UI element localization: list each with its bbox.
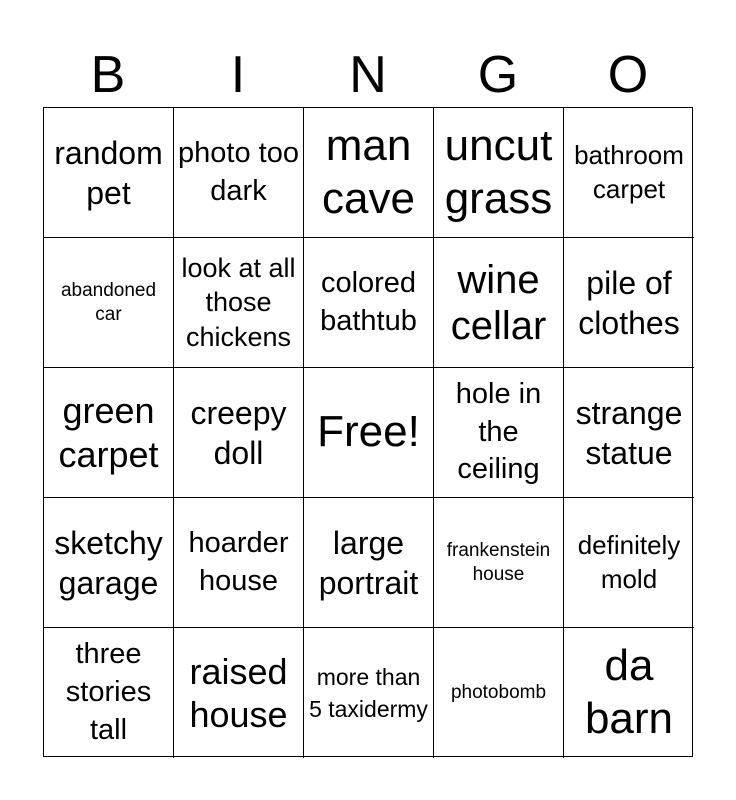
bingo-cell[interactable] — [564, 498, 694, 628]
bingo-cell[interactable] — [174, 628, 304, 758]
bingo-cell[interactable] — [304, 238, 434, 368]
bingo-cell-label: large portrait — [318, 524, 419, 601]
bingo-cell[interactable] — [564, 368, 694, 498]
bingo-cell-label: abandoned car — [60, 279, 157, 325]
bingo-header — [43, 44, 693, 106]
bingo-cell[interactable] — [434, 238, 564, 368]
bingo-cell-label: man cave — [322, 120, 415, 223]
bingo-cell[interactable] — [434, 628, 564, 758]
header-letter-g: G — [477, 46, 519, 104]
header-letter-b: B — [90, 46, 126, 104]
bingo-cell-label: wine cellar — [450, 257, 547, 348]
bingo-cell[interactable] — [174, 368, 304, 498]
bingo-cell-label: uncut grass — [444, 120, 553, 223]
bingo-cell[interactable] — [304, 628, 434, 758]
bingo-cell[interactable] — [44, 238, 174, 368]
bingo-cell[interactable] — [174, 108, 304, 238]
bingo-cell-label: hoarder house — [188, 526, 289, 597]
bingo-cell-label: sketchy garage — [54, 524, 163, 601]
bingo-cell[interactable] — [564, 108, 694, 238]
bingo-cell[interactable] — [44, 628, 174, 758]
bingo-cell-label: Free! — [317, 407, 420, 457]
bingo-cell-label: hole in the ceiling — [455, 377, 542, 486]
bingo-cell-label: raised house — [189, 650, 288, 735]
bingo-cell-label: pile of clothes — [578, 264, 680, 341]
bingo-cell-label: frankenstein house — [446, 539, 551, 585]
bingo-cell-label: bathroom carpet — [574, 139, 684, 204]
bingo-cell[interactable] — [434, 498, 564, 628]
bingo-cell-label: strange statue — [575, 394, 683, 471]
bingo-cell-label: colored bathtub — [320, 266, 417, 337]
bingo-cell[interactable] — [44, 108, 174, 238]
bingo-cell[interactable] — [44, 368, 174, 498]
bingo-cell-label: definitely mold — [577, 529, 681, 594]
bingo-board — [43, 107, 693, 757]
bingo-cell-label: creepy doll — [190, 394, 287, 471]
header-letter-n: N — [349, 46, 387, 104]
bingo-cell[interactable] — [304, 368, 434, 498]
bingo-cell-label: random pet — [54, 134, 163, 211]
bingo-cell[interactable] — [564, 628, 694, 758]
bingo-cell-label: three stories tall — [65, 638, 152, 746]
bingo-cell-label: da barn — [584, 641, 674, 743]
bingo-cell-label: look at all those chickens — [181, 252, 296, 352]
bingo-cell[interactable] — [174, 498, 304, 628]
bingo-cell[interactable] — [434, 108, 564, 238]
bingo-cell-label: photo too dark — [178, 136, 299, 207]
header-letter-o: O — [607, 46, 649, 104]
bingo-cell[interactable] — [304, 108, 434, 238]
bingo-cell[interactable] — [174, 238, 304, 368]
bingo-cell[interactable] — [304, 498, 434, 628]
header-letter-i: I — [230, 46, 246, 104]
bingo-cell[interactable] — [564, 238, 694, 368]
bingo-cell-label: more than 5 taxidermy — [309, 663, 428, 722]
bingo-cell[interactable] — [44, 498, 174, 628]
bingo-cell-label: green carpet — [58, 390, 159, 475]
bingo-cell[interactable] — [434, 368, 564, 498]
bingo-cell-label: photobomb — [450, 682, 547, 704]
